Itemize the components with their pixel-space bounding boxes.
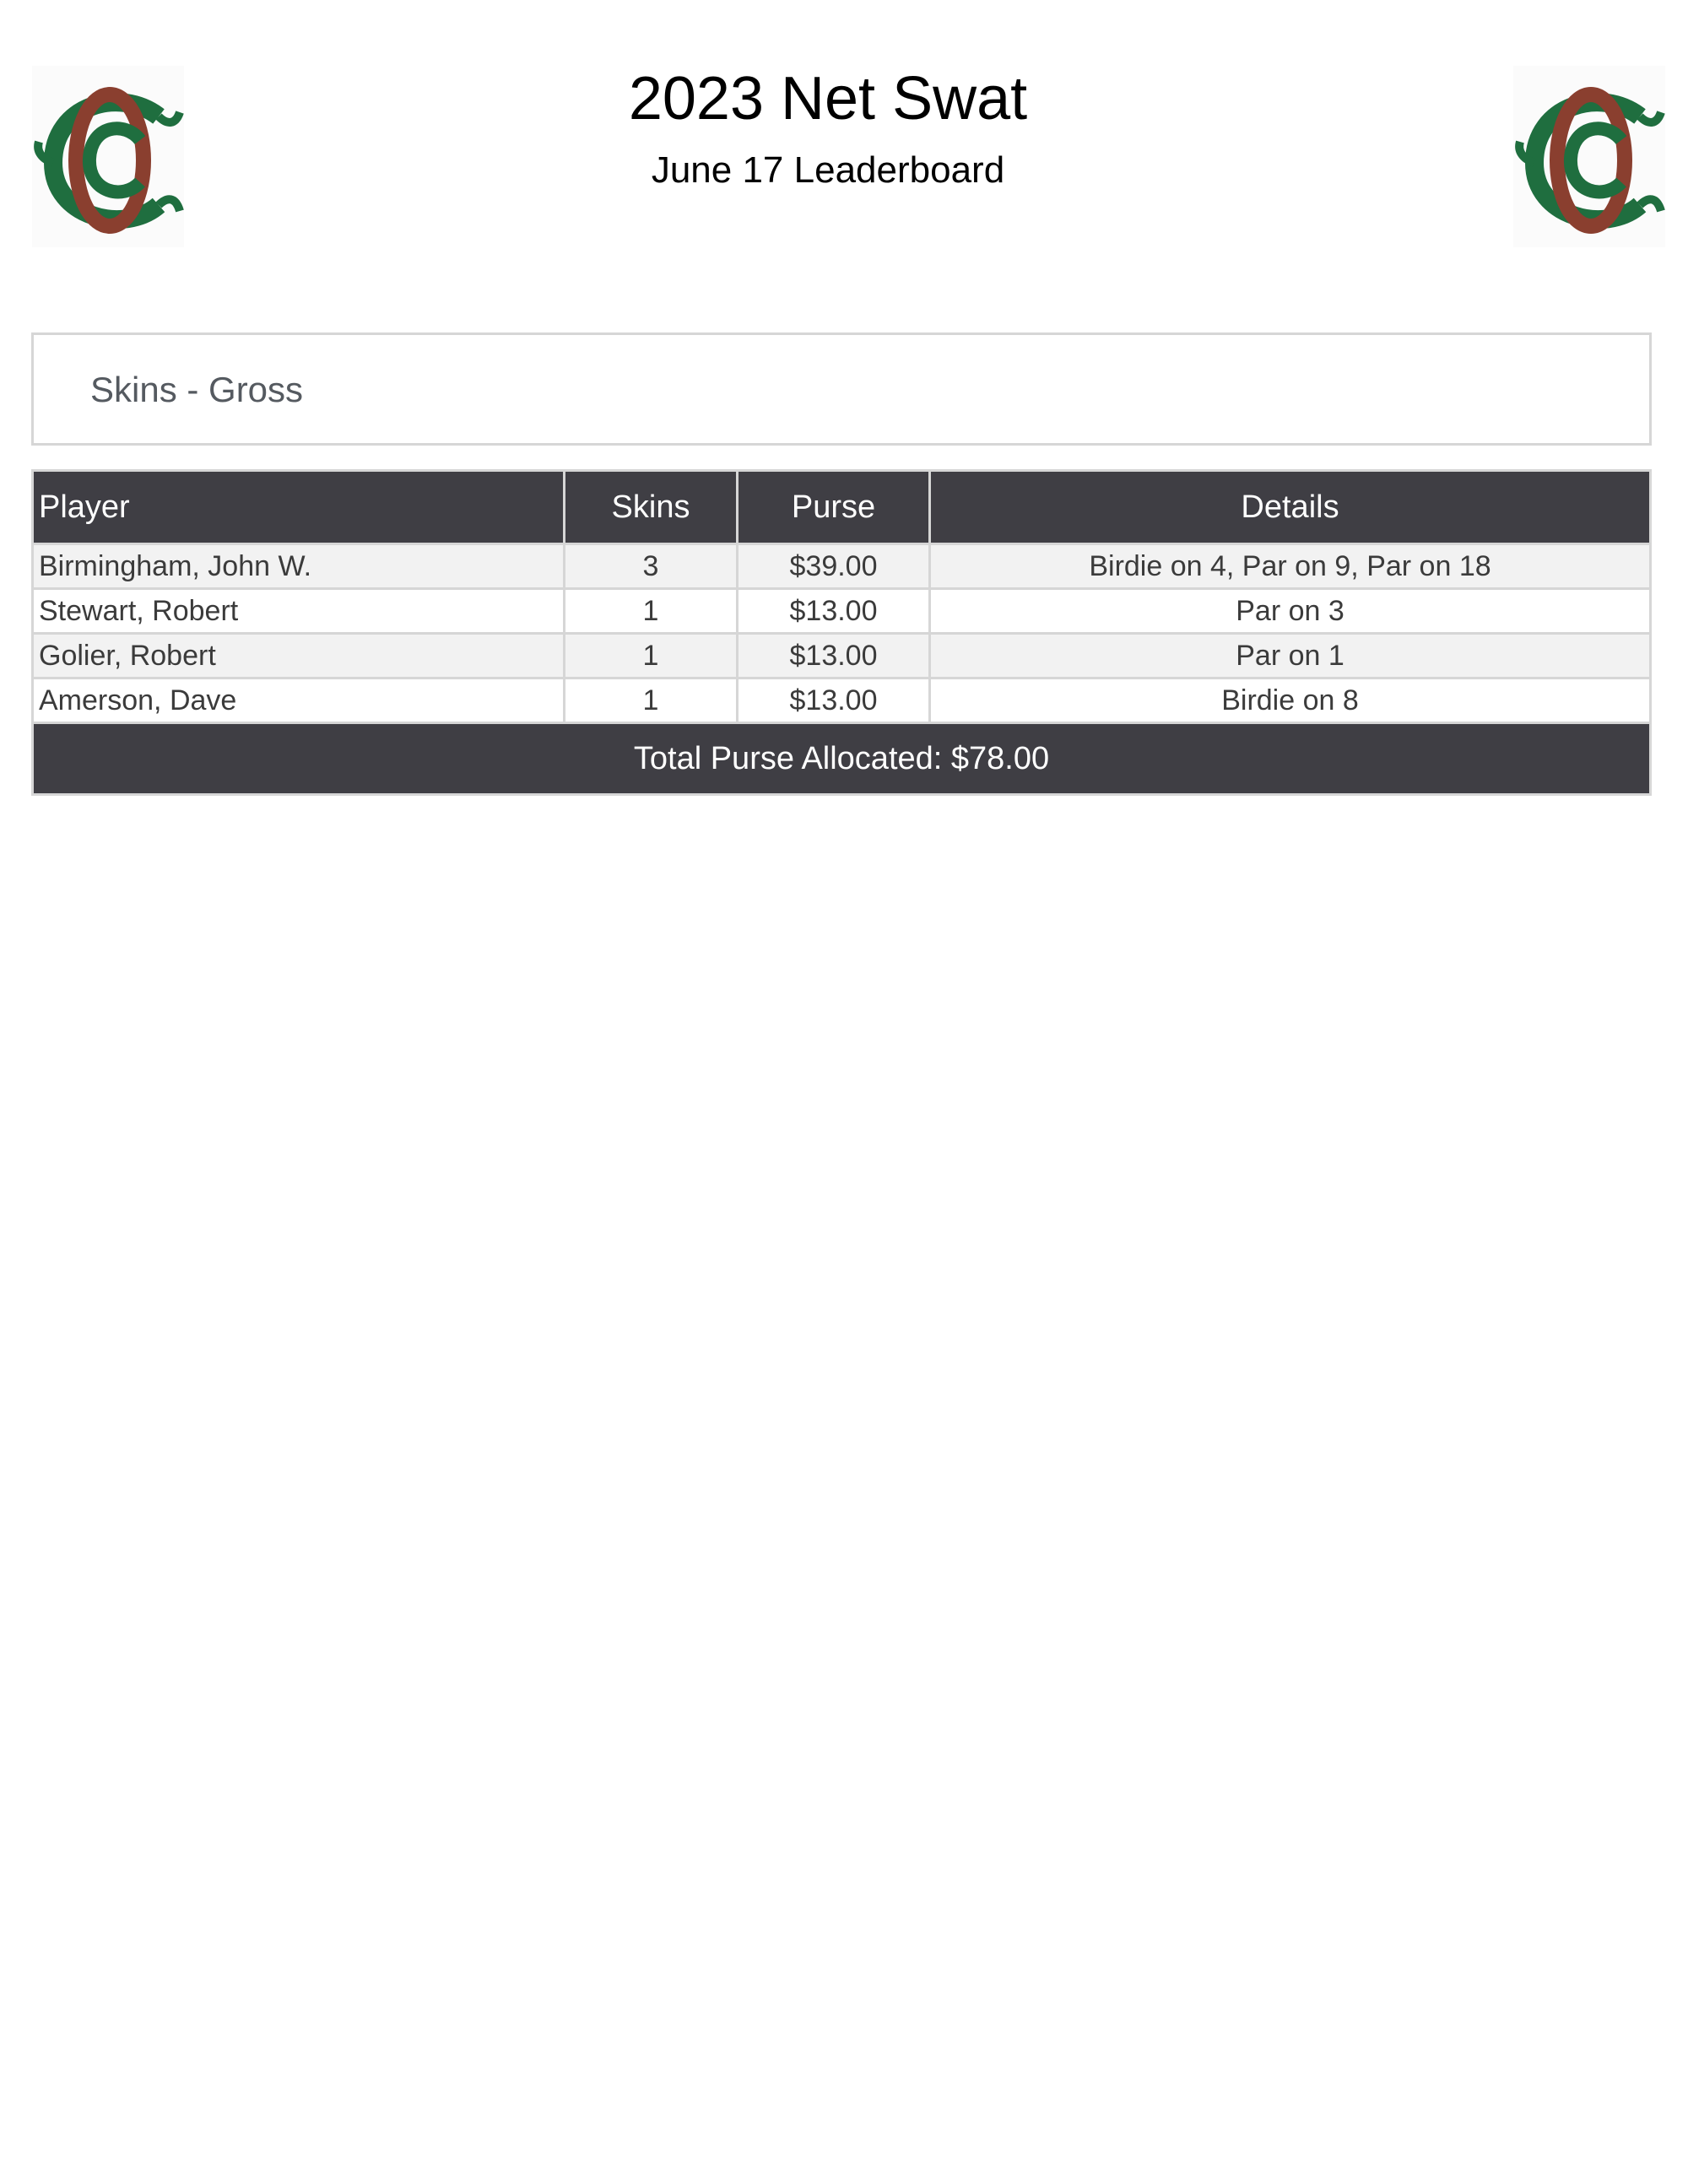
details-cell: Birdie on 8 <box>930 678 1651 723</box>
details-cell: Par on 1 <box>930 634 1651 678</box>
purse-cell: $13.00 <box>738 678 930 723</box>
table-row <box>33 678 1651 723</box>
column-header-purse: Purse <box>738 471 930 544</box>
page-title: 2023 Net Swat <box>628 65 1028 132</box>
column-header-details: Details <box>930 471 1651 544</box>
player-cell: Golier, Robert <box>33 634 565 678</box>
skins-cell: 1 <box>565 634 738 678</box>
player-cell: Birmingham, John W. <box>33 544 565 589</box>
table-footer-row <box>33 723 1651 795</box>
skins-cell: 3 <box>565 544 738 589</box>
table-header-row <box>33 471 1651 544</box>
table-row <box>33 634 1651 678</box>
skins-cell: 1 <box>565 678 738 723</box>
total-purse-label: Total Purse Allocated: $78.00 <box>33 723 1651 795</box>
purse-cell: $39.00 <box>738 544 930 589</box>
column-header-skins: Skins <box>565 471 738 544</box>
player-cell: Stewart, Robert <box>33 589 565 634</box>
purse-cell: $13.00 <box>738 589 930 634</box>
details-cell: Birdie on 4, Par on 9, Par on 18 <box>930 544 1651 589</box>
table-row <box>33 544 1651 589</box>
page-subtitle: June 17 Leaderboard <box>651 149 1005 191</box>
leaderboard-table <box>31 469 1652 796</box>
section-title: Skins - Gross <box>90 370 304 409</box>
table-row <box>33 589 1651 634</box>
purse-cell: $13.00 <box>738 634 930 678</box>
details-cell: Par on 3 <box>930 589 1651 634</box>
column-header-player: Player <box>33 471 565 544</box>
section-header <box>31 332 1652 446</box>
player-cell: Amerson, Dave <box>33 678 565 723</box>
skins-cell: 1 <box>565 589 738 634</box>
